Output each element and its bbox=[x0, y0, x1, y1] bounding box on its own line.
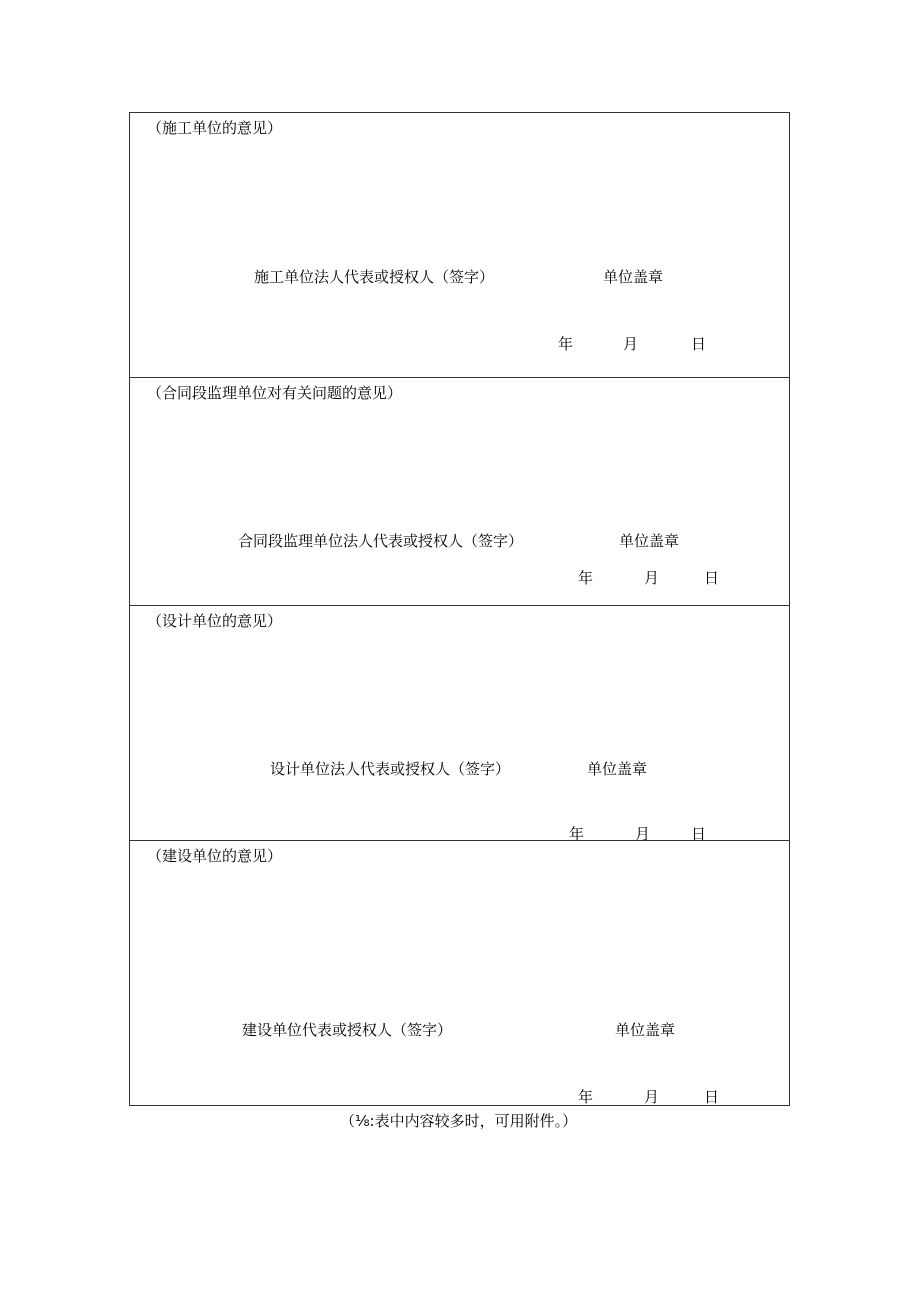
date-month-label: 月 bbox=[644, 569, 660, 587]
signature-label: 合同段监理单位法人代表或授权人（签字） bbox=[238, 532, 524, 550]
section-construction-unit bbox=[130, 113, 789, 378]
date-month-label: 月 bbox=[635, 825, 651, 843]
section-heading: （合同段监理单位对有关问题的意见） bbox=[147, 384, 403, 402]
signature-label: 建设单位代表或授权人（签字） bbox=[242, 1021, 453, 1039]
section-heading: （设计单位的意见） bbox=[147, 612, 283, 630]
footnote: （⅛:表中内容较多时，可用附件。） bbox=[340, 1112, 578, 1130]
signature-label: 施工单位法人代表或授权人（签字） bbox=[254, 268, 495, 286]
date-day-label: 日 bbox=[691, 335, 707, 353]
section-design-unit bbox=[130, 606, 789, 841]
signature-label: 设计单位法人代表或授权人（签字） bbox=[270, 760, 511, 778]
section-supervision-unit bbox=[130, 378, 789, 606]
date-day-label: 日 bbox=[704, 1088, 720, 1106]
date-year-label: 年 bbox=[558, 335, 574, 353]
date-day-label: 日 bbox=[691, 825, 707, 843]
date-year-label: 年 bbox=[578, 569, 594, 587]
date-day-label: 日 bbox=[704, 569, 720, 587]
seal-label: 单位盖章 bbox=[603, 268, 664, 286]
seal-label: 单位盖章 bbox=[619, 532, 680, 550]
date-month-label: 月 bbox=[644, 1088, 660, 1106]
date-year-label: 年 bbox=[569, 825, 585, 843]
section-heading: （建设单位的意见） bbox=[147, 847, 283, 865]
date-month-label: 月 bbox=[623, 335, 639, 353]
section-owner-unit bbox=[130, 841, 789, 1105]
opinion-form-table bbox=[129, 112, 790, 1106]
section-heading: （施工单位的意见） bbox=[147, 119, 283, 137]
seal-label: 单位盖章 bbox=[587, 760, 648, 778]
seal-label: 单位盖章 bbox=[615, 1021, 676, 1039]
date-year-label: 年 bbox=[578, 1088, 594, 1106]
